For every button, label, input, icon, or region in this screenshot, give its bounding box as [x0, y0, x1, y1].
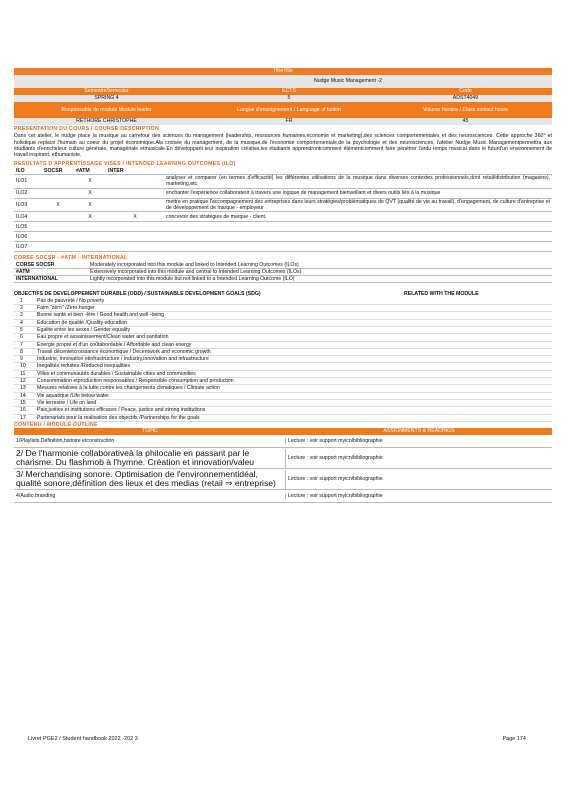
sdg-related — [370, 363, 552, 369]
sdg-item — [14, 415, 552, 422]
outline-assign: Lecture : voir support myicn/bibliographie — [288, 437, 383, 444]
ilo-row — [14, 222, 552, 232]
sdg-text: Industrie, innovation etinfrastructure / Industry,innovation and infrastructure — [37, 356, 209, 363]
sdg-number: 17 — [20, 414, 26, 421]
ilo-inter: X — [133, 213, 137, 220]
semester-label: SemestreSemester — [84, 88, 129, 94]
sdg-related — [370, 393, 552, 399]
sdg-number: 6 — [20, 334, 23, 341]
sdg-number: 2 — [20, 305, 23, 312]
ects-label: ECTS — [282, 88, 296, 94]
outline-col-topic: TOPIC — [142, 428, 158, 435]
legend-header: CORSE SOCSR - #ATM - INTERNATIONAL — [14, 255, 128, 262]
code-label: Code — [459, 88, 472, 94]
ilo-col-ilo: ILO — [16, 167, 25, 174]
outline-topic: 2/ De l'harmonie collaborativeà la philocalie en passant par le charisme. Du flashmob à l'hymne. Création et innovation/valeu — [14, 449, 286, 468]
outline-columns — [14, 428, 552, 435]
sdg-item — [14, 385, 552, 392]
sdg-related — [370, 378, 552, 384]
presentation-text: Dans cet atelier, le nudge place la musique au carrefour des sciences du management (leadership, ressources humaines,économie et marketing),des sciences comportementales et des neurosciences. Cette approche 360° et holistique replace l'humain au coeur du projet économique.Ala croisée du management, de la musique,de l'économie comportementale,de la psychologie et des neurosciences, l'atelier Nudge Music Managementpermettra aux étudiants d'enrichirleur culture générale, managériale etmusicale.En développant leur inspiration créative,les étudiants apprendrontcomment élémentcomment faire pénétrer l'ardu temps musical dans le futurd'un environnement de travail inspirant, ethumaniste. — [14, 133, 552, 159]
ilo-atm: X — [88, 190, 92, 197]
ilo-id: ILO1 — [16, 178, 28, 185]
semester-value-row — [14, 95, 552, 102]
outline-topic: 4/Audio branding — [14, 493, 286, 499]
ilo-row — [14, 242, 552, 252]
sdg-number: 14 — [20, 392, 26, 399]
sdg-number: 15 — [20, 399, 26, 406]
sdg-item — [14, 407, 552, 414]
sdg-header-left: OBJECTIFS DE DEVELOPPEMENT DURABLE (ODD) / SUSTAINABLE DEVELOPMENT GOALS (SDG) — [14, 291, 261, 298]
sdg-related — [370, 305, 552, 311]
title-label: TitreTitle — [14, 68, 552, 75]
sdg-item — [14, 393, 552, 400]
page-footer — [28, 736, 526, 742]
sdg-item — [14, 298, 552, 305]
ilo-text: enchanter l'expérience collaborateur à travers une logique de management bienveillant et divers outils liés à la musique — [166, 190, 441, 197]
ilo-socsr: X — [56, 201, 60, 208]
sdg-text: Vie terrestre / Life on land — [37, 399, 97, 406]
sdg-text: Bonne santé et bien -être / Good health and well -being — [37, 312, 165, 319]
responsable-label: Responsable de module Module leader — [61, 106, 152, 113]
sdg-number: 5 — [20, 326, 23, 333]
module-sheet — [14, 68, 552, 503]
legend-key: #ATM — [16, 268, 30, 275]
sdg-text: Energie propre et d'un coûtabordable / Affordable and clean energy — [37, 341, 192, 348]
sdg-number: 13 — [20, 385, 26, 392]
sdg-text: Consommation etproduction responsables / Responsible consumption and production — [37, 378, 234, 385]
leader-value-row — [14, 118, 552, 125]
outline-assign: Lecture : voir support myicn/bibliographie — [288, 475, 383, 482]
sdg-item — [14, 371, 552, 378]
sdg-text: Villes et communautés durables / Sustainable cities and communities — [37, 370, 196, 377]
footer-left: Livret PGE2 / Student handbook 2022 -202 3 — [28, 736, 138, 742]
ilo-row — [14, 232, 552, 242]
ilo-text: analyser et comparer (en termes d'efficacité) les différentes utilisations de la musique dans diverses contextes professionnels,dont retail/distribution (magasins), marketing,etc. — [166, 175, 550, 188]
ilo-atm: X — [88, 201, 92, 208]
responsable-value: RETHORE CHRISTOPHE — [76, 118, 137, 124]
sdg-number: 7 — [20, 341, 23, 348]
sdg-text: Travail décentetcroissance économique / Decentwork and economic growth — [37, 348, 211, 355]
sdg-item — [14, 305, 552, 312]
sdg-number: 10 — [20, 363, 26, 370]
outline-assign: Lecture : voir support myicn/bibliographie — [288, 454, 383, 461]
sdg-item — [14, 356, 552, 363]
sdg-related — [370, 298, 552, 304]
sdg-related — [370, 320, 552, 326]
legend-row — [14, 276, 552, 283]
legend-table — [14, 262, 552, 284]
code-value: ADST4049 — [452, 95, 479, 101]
presentation-header: PRESENTATION DU COURS / COURSE DESCRIPTION — [14, 126, 159, 132]
sdg-number: 8 — [20, 348, 23, 355]
title-value: Nudge Music Management -2 — [14, 75, 552, 88]
sdg-related — [370, 400, 552, 406]
sdg-related — [370, 356, 552, 362]
outline-row — [14, 490, 552, 503]
sdg-item — [14, 378, 552, 385]
outline-assign: Lecture : voir support myicn/bibliographie — [288, 492, 383, 499]
sdg-related — [370, 407, 552, 413]
sdg-related — [370, 342, 552, 348]
ilo-id: ILO2 — [16, 190, 28, 197]
sdg-number: 9 — [20, 356, 23, 363]
sdg-related — [370, 349, 552, 355]
sdg-list — [14, 298, 552, 422]
sdg-text: Inegalités reduites /Reduced inequalities — [37, 363, 131, 370]
ilo-col-atm: #ATM — [76, 167, 90, 174]
leader-header-row — [14, 102, 552, 118]
ilo-row — [14, 189, 552, 199]
sdg-text: Eau propre et assainissement/Clean water and sanitation — [37, 334, 169, 341]
sdg-text: Egalite entre les sexes / Gender equality — [37, 326, 131, 333]
sdg-text: Education de qualité /Quality education — [37, 319, 127, 326]
legend-text: Lightly incorporated into this module but not linked to a Intended Learning Outcome (ILO) — [90, 276, 295, 283]
legend-row — [14, 269, 552, 276]
sdg-item — [14, 342, 552, 349]
ilo-id: ILO7 — [16, 243, 28, 250]
sdg-text: Faim "zéro" /Zero hunger — [37, 305, 95, 312]
sdg-related — [370, 334, 552, 340]
ilo-row — [14, 175, 552, 189]
ilo-id: ILO6 — [16, 233, 28, 240]
ilo-header-text: RESULTATS D'APPRENTISSAGE VISES / INTENDED LEARNING OUTCOMES (ILO) — [14, 161, 236, 168]
outline-table — [14, 435, 552, 503]
ilo-table — [14, 175, 552, 252]
sdg-item — [14, 327, 552, 334]
sdg-item — [14, 334, 552, 341]
outline-topic: 3/ Merchandising sonore. Optimisation de l'environnementidéal, qualité sonore,définition des lieux et des medias (retail ⇒ entreprise) — [14, 470, 286, 489]
footer-page: Page 174 — [502, 736, 526, 742]
ilo-id: ILO4 — [16, 213, 28, 220]
sdg-text: Pas de pauvreté / No poverty — [37, 297, 105, 304]
sdg-item — [14, 312, 552, 319]
semester-value: SPRING 4 — [94, 95, 119, 101]
ilo-text: mettre en pratique l'accompagnement des entreprises dans leurs stratégies/problématiques de QVT (qualité de vie au travail), d'engagement, de culture d'entreprise et de développement de marque - employeur — [166, 198, 550, 211]
outline-topic: 1/Playlists.Définition,histoire etconstruction — [14, 438, 286, 444]
sdg-related — [370, 327, 552, 333]
sdg-related — [370, 371, 552, 377]
ilo-text: concevoir des stratégies de marque - client. — [166, 213, 267, 220]
langue-label: Langue d'enseignement / Language of tuition — [237, 106, 341, 113]
sdg-related — [370, 312, 552, 318]
sdg-item — [14, 363, 552, 370]
sdg-related — [370, 415, 552, 421]
sdg-number: 1 — [20, 297, 23, 304]
outline-row — [14, 448, 552, 469]
sdg-number: 4 — [20, 319, 23, 326]
legend-text: Moderately incorporated into this module and linked to Intended Learning Outcomes (ILOs) — [90, 261, 299, 268]
sdg-number: 3 — [20, 312, 23, 319]
ilo-row — [14, 212, 552, 222]
ilo-row — [14, 199, 552, 213]
langue-value: FR — [285, 118, 293, 124]
volume-label: Volume horaire / Class contact hours — [423, 106, 508, 113]
outline-col-assign: ASSIGNMENTS & READINGS — [383, 428, 455, 435]
legend-key: INTERNATIONAL — [16, 276, 58, 283]
semester-header-row — [14, 88, 552, 95]
sdg-text: Mesures relatives à la lutte contre les changements climatiques / Climate action — [37, 385, 220, 392]
sdg-number: 12 — [20, 378, 26, 385]
ilo-columns — [14, 168, 552, 175]
sdg-item — [14, 349, 552, 356]
legend-text: Extensively incorporated into this module and central to Intended Learning Outcomes (ILOs) — [90, 268, 302, 275]
ilo-col-socsr: SOCSR — [44, 167, 63, 174]
ilo-col-inter: INTER — [108, 167, 124, 174]
sdg-item — [14, 400, 552, 407]
sdg-number: 16 — [20, 407, 26, 414]
sdg-text: Vie aquatique /Life below water — [37, 392, 110, 399]
sdg-header-right: RELATED WITH THE MODULE — [404, 291, 479, 298]
sdg-text: Paix,justice et institutions efficaces / Peace, justice and strong institutions — [37, 407, 206, 414]
legend-row — [14, 262, 552, 269]
ects-value: 5 — [287, 95, 291, 101]
sdg-related — [370, 385, 552, 391]
sdg-item — [14, 320, 552, 327]
sdg-text: Partenariats pour la realisation des objectifs /Partnerships for the goals — [37, 414, 200, 421]
outline-row — [14, 469, 552, 490]
outline-header: CONTENU / MODULE OUTLINE — [14, 421, 98, 428]
ilo-id: ILO5 — [16, 223, 28, 230]
volume-value: 45 — [462, 118, 469, 124]
legend-key: CORSE SOCSR — [16, 261, 55, 268]
sdg-number: 11 — [20, 370, 26, 377]
ilo-id: ILO3 — [16, 201, 28, 208]
ilo-atm: X — [88, 178, 92, 185]
outline-row — [14, 435, 552, 448]
ilo-atm: X — [88, 213, 92, 220]
